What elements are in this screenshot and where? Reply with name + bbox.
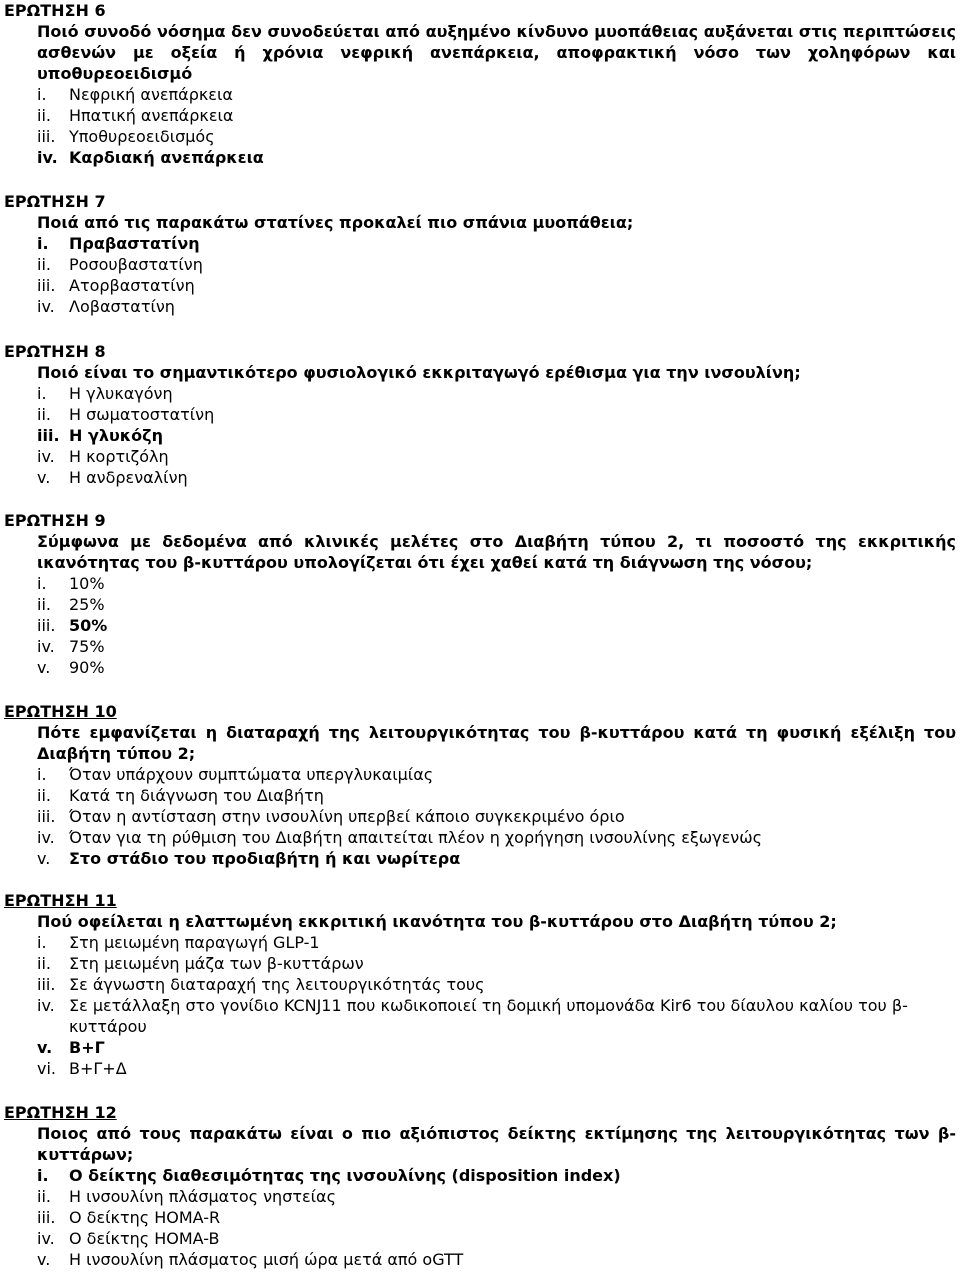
option-item <box>37 1249 960 1270</box>
question-text: Ποιος από τους παρακάτω είναι ο πιο αξιόπιστος δείκτης εκτίμησης της λειτουργικότητας των β-κυττάρων; <box>37 1124 956 1164</box>
option-item <box>37 785 960 806</box>
option-number: v. <box>37 1250 51 1269</box>
option-item <box>37 254 960 275</box>
option-list <box>0 233 960 317</box>
option-item-answer <box>37 615 960 636</box>
option-number: i. <box>37 933 47 952</box>
option-number: ii. <box>37 595 51 614</box>
option-number: iii. <box>37 807 56 826</box>
question-heading: ΕΡΩΤΗΣΗ 7 <box>4 192 106 211</box>
option-item-answer <box>37 848 960 869</box>
option-item <box>37 383 960 404</box>
option-number: iii. <box>37 426 60 445</box>
option-text: Ηπατική ανεπάρκεια <box>69 106 234 125</box>
option-number: ii. <box>37 786 51 805</box>
option-item <box>37 275 960 296</box>
option-item <box>37 1207 960 1228</box>
option-item <box>37 932 960 953</box>
option-text: 50% <box>69 616 108 635</box>
option-item-answer <box>37 147 960 168</box>
question-heading: ΕΡΩΤΗΣΗ 6 <box>4 1 106 20</box>
option-number: iv. <box>37 297 55 316</box>
option-text: 75% <box>69 637 105 656</box>
question-text: Ποιό συνοδό νόσημα δεν συνοδεύεται από αυξημένο κίνδυνο μυοπάθειας αυξάνεται στις περιπτώσεις ασθενών με οξεία ή χρόνια νεφρική ανεπάρκεια, αποφρακτική νόσο των χοληφόρων και υποθυρεοειδισμό <box>37 22 956 83</box>
question-heading: ΕΡΩΤΗΣΗ 10 <box>4 702 117 721</box>
option-text: Η σωματοστατίνη <box>69 405 215 424</box>
option-text: Β+Γ <box>69 1038 105 1057</box>
option-item-answer <box>37 425 960 446</box>
option-text: Ατορβαστατίνη <box>69 276 195 295</box>
option-text: 25% <box>69 595 105 614</box>
option-number: i. <box>37 234 49 253</box>
option-list <box>0 84 960 168</box>
option-text: Στη μειωμένη μάζα των β-κυττάρων <box>69 954 364 973</box>
option-number: v. <box>37 849 51 868</box>
option-number: v. <box>37 1038 53 1057</box>
option-item <box>37 404 960 425</box>
question-6 <box>0 0 960 168</box>
option-item <box>37 806 960 827</box>
option-text: Στο στάδιο του προδιαβήτη ή και νωρίτερα <box>69 849 461 868</box>
option-list <box>0 932 960 1079</box>
question-9 <box>0 510 960 678</box>
option-item <box>37 827 960 848</box>
option-item <box>37 594 960 615</box>
question-8 <box>0 341 960 488</box>
option-text: Σε άγνωστη διαταραχή της λειτουργικότητάς τους <box>69 975 485 994</box>
option-number: v. <box>37 658 51 677</box>
option-number: ii. <box>37 106 51 125</box>
option-item <box>37 467 960 488</box>
question-heading: ΕΡΩΤΗΣΗ 9 <box>4 511 106 530</box>
option-text: Ο δείκτης διαθεσιμότητας της ινσουλίνης (disposition index) <box>69 1166 621 1185</box>
option-text: Η ινσουλίνη πλάσματος νηστείας <box>69 1187 336 1206</box>
option-text: Β+Γ+Δ <box>69 1059 127 1078</box>
option-text: 10% <box>69 574 105 593</box>
question-text: Πότε εμφανίζεται η διαταραχή της λειτουργικότητας του β-κυττάρου κατά τη φυσική εξέλιξη του Διαβήτη τύπου 2; <box>37 723 956 763</box>
option-item <box>37 573 960 594</box>
option-item <box>37 296 960 317</box>
question-10 <box>0 701 960 869</box>
option-item <box>37 657 960 678</box>
option-text: 90% <box>69 658 105 677</box>
option-text: Όταν υπάρχουν συμπτώματα υπεργλυκαιμίας <box>69 765 434 784</box>
option-text: Σε μετάλλαξη στο γονίδιο KCNJ11 που κωδικοποιεί τη δομική υπομονάδα Kir6 του δίαυλου καλίου του β-κυττάρου <box>69 996 908 1036</box>
option-text: Ροσουβαστατίνη <box>69 255 203 274</box>
option-number: ii. <box>37 255 51 274</box>
option-text: Λοβαστατίνη <box>69 297 175 316</box>
option-number: i. <box>37 85 47 104</box>
question-text: Ποιό είναι το σημαντικότερο φυσιολογικό εκκριταγωγό ερέθισμα για την ινσουλίνη; <box>37 363 801 382</box>
option-number: iv. <box>37 828 55 847</box>
question-heading: ΕΡΩΤΗΣΗ 8 <box>4 342 106 361</box>
option-text: Όταν η αντίσταση στην ινσουλίνη υπερβεί κάποιο συγκεκριμένο όριο <box>69 807 625 826</box>
option-text: Υποθυρεοειδισμός <box>69 127 215 146</box>
option-item <box>37 105 960 126</box>
option-number: v. <box>37 468 51 487</box>
question-heading: ΕΡΩΤΗΣΗ 12 <box>4 1103 117 1122</box>
option-number: i. <box>37 765 47 784</box>
option-number: ii. <box>37 954 51 973</box>
option-number: i. <box>37 574 47 593</box>
option-text: Η γλυκόζη <box>69 426 163 445</box>
option-text: Η ανδρεναλίνη <box>69 468 188 487</box>
option-item-answer <box>37 233 960 254</box>
question-text: Σύμφωνα με δεδομένα από κλινικές μελέτες στο Διαβήτη τύπου 2, τι ποσοστό της εκκριτικής ικανότητας του β-κυττάρου υπολογίζεται ότι έχει χαθεί κατά τη διάγνωση της νόσου; <box>37 532 956 572</box>
option-text: Πραβαστατίνη <box>69 234 200 253</box>
question-text: Ποιά από τις παρακάτω στατίνες προκαλεί πιο σπάνια μυοπάθεια; <box>37 213 634 232</box>
option-item-answer <box>37 1165 960 1186</box>
option-text: Όταν για τη ρύθμιση του Διαβήτη απαιτείται πλέον η χορήγηση ινσουλίνης εξωγενώς <box>69 828 763 847</box>
option-list <box>0 573 960 678</box>
option-number: i. <box>37 384 47 403</box>
option-text: Κατά τη διάγνωση του Διαβήτη <box>69 786 324 805</box>
option-item <box>37 636 960 657</box>
option-list <box>0 383 960 488</box>
option-number: iv. <box>37 1229 55 1248</box>
option-number: vi. <box>37 1059 56 1078</box>
option-text: Νεφρική ανεπάρκεια <box>69 85 233 104</box>
option-list <box>0 764 960 869</box>
option-number: iii. <box>37 975 56 994</box>
option-number: iii. <box>37 1208 56 1227</box>
option-item <box>37 1228 960 1249</box>
option-text: Καρδιακή ανεπάρκεια <box>69 148 264 167</box>
option-text: Η ινσουλίνη πλάσματος μισή ώρα μετά από oGTT <box>69 1250 464 1269</box>
option-text: Στη μειωμένη παραγωγή GLP-1 <box>69 933 320 952</box>
question-12 <box>0 1102 960 1270</box>
option-text: Η γλυκαγόνη <box>69 384 173 403</box>
question-heading: ΕΡΩΤΗΣΗ 11 <box>4 891 117 910</box>
question-7 <box>0 191 960 317</box>
option-list <box>0 1165 960 1270</box>
option-number: iv. <box>37 637 55 656</box>
option-text: Ο δείκτης HOMA-R <box>69 1208 221 1227</box>
option-number: i. <box>37 1166 49 1185</box>
option-number: ii. <box>37 405 51 424</box>
option-number: iii. <box>37 276 56 295</box>
option-item <box>37 953 960 974</box>
question-text: Πού οφείλεται η ελαττωμένη εκκριτική ικανότητα του β-κυττάρου στο Διαβήτη τύπου 2; <box>37 912 837 931</box>
option-item <box>37 764 960 785</box>
option-item <box>37 126 960 147</box>
option-number: iv. <box>37 148 58 167</box>
option-number: ii. <box>37 1187 51 1206</box>
option-item <box>37 995 960 1037</box>
option-item <box>37 1058 960 1079</box>
option-item <box>37 1186 960 1207</box>
option-item <box>37 84 960 105</box>
option-item <box>37 974 960 995</box>
option-number: iii. <box>37 127 56 146</box>
option-number: iii. <box>37 616 56 635</box>
option-item-answer <box>37 1037 960 1058</box>
option-text: Ο δείκτης HOMA-B <box>69 1229 220 1248</box>
option-number: iv. <box>37 996 55 1015</box>
option-number: iv. <box>37 447 55 466</box>
option-text: Η κορτιζόλη <box>69 447 169 466</box>
question-11 <box>0 890 960 1079</box>
option-item <box>37 446 960 467</box>
